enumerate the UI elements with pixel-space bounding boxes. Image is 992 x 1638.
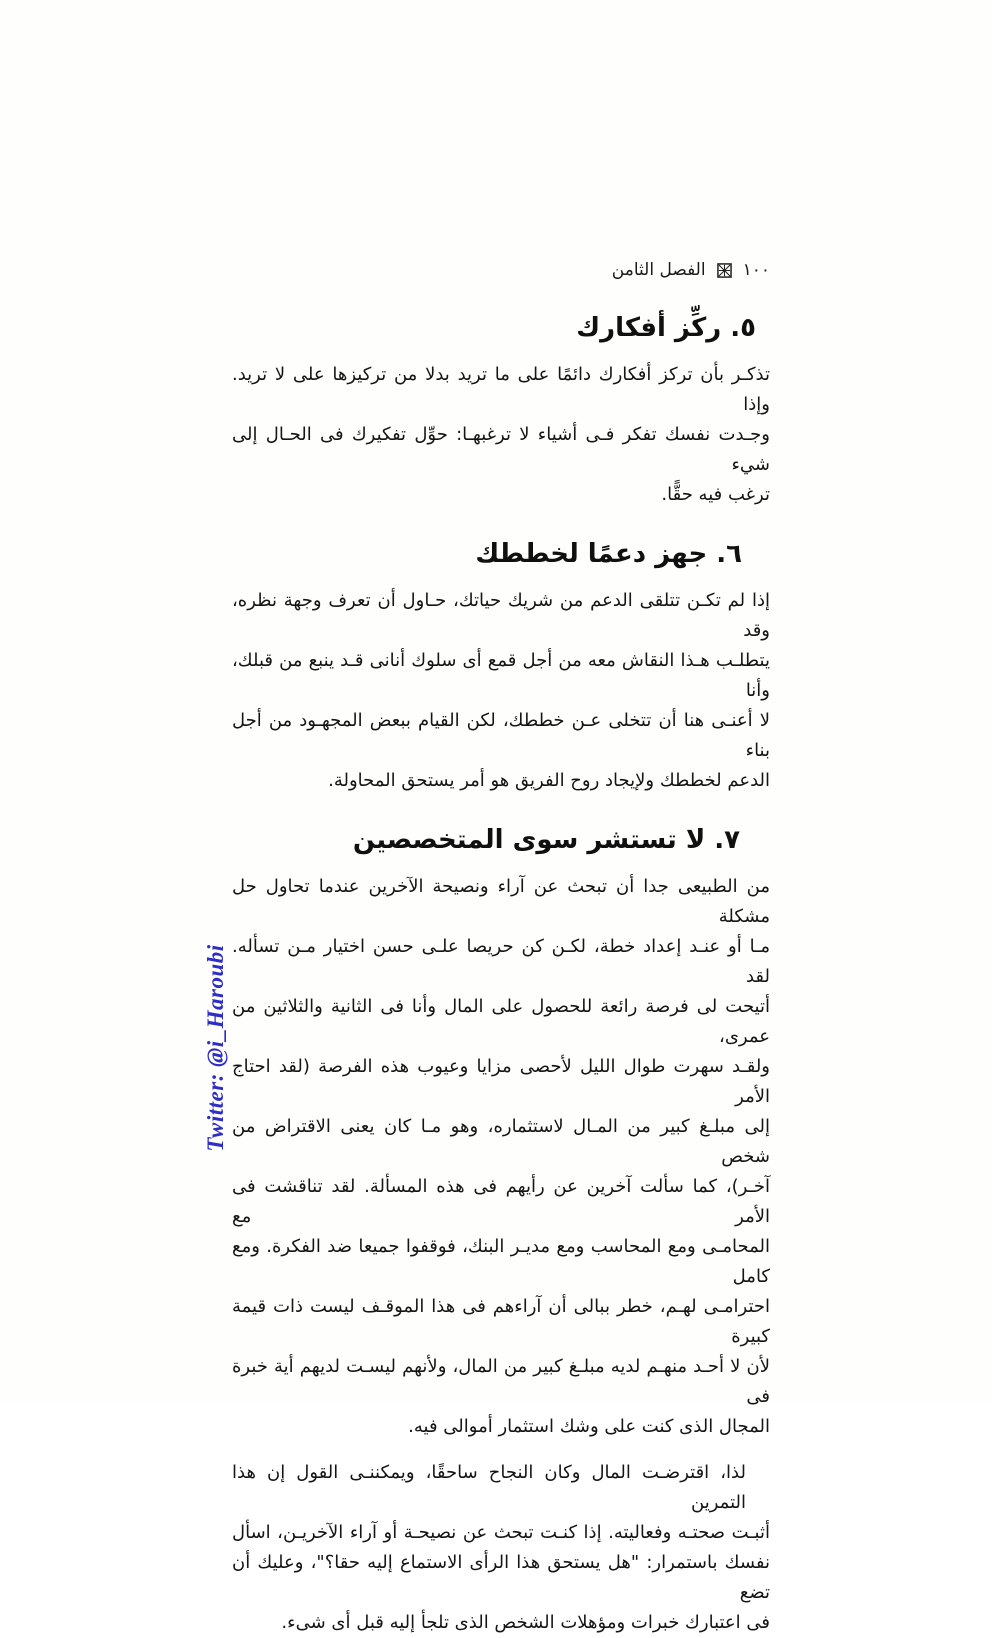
paragraph-line: أتيحت لى فرصة رائعة للحصول على المال وأنا فى الثانية والثلاثين من عمرى، xyxy=(232,996,770,1047)
paragraph-line: إلى مبلـغ كبير من المـال لاستثماره، وهو مـا كان يعنى الاقتراض من شخص xyxy=(232,1116,770,1167)
paragraph-line: يتطلـب هـذا النقاش معه من أجل قمع أى سلوك أنانى قـد ينبع من قبلك، وأنا xyxy=(232,650,770,701)
ornament-stamp-icon xyxy=(717,263,732,278)
section-7-paragraph-1 xyxy=(232,872,770,1442)
paragraph-line: وجـدت نفسك تفكر فـى أشياء لا ترغبهـا: حوِّل تفكيرك فى الحـال إلى شيء xyxy=(232,424,770,475)
paragraph-line: المحامـى ومع المحاسب ومع مديـر البنك، فوقفوا جميعا ضد الفكرة. ومع كامل xyxy=(232,1236,770,1287)
paragraph-line: المجال الذى كنت على وشك استثمار أموالى فيه. xyxy=(408,1416,770,1437)
paragraph-line: أثبـت صحتـه وفعاليته. إذا كنـت تبحث عن نصيحـة أو آراء الآخريـن، اسأل xyxy=(232,1522,770,1543)
paragraph-line: نفسك باستمرار: "هل يستحق هذا الرأى الاستماع إليه حقا؟"، وعليك أن تضع xyxy=(232,1552,770,1603)
chapter-title: الفصل الثامن xyxy=(611,260,706,280)
page-number: ١٠٠ xyxy=(742,260,770,280)
section-5-heading: ٥. ركِّز أفكارك xyxy=(576,313,756,343)
watermark-text: Twitter: @i_Haroubi xyxy=(203,944,228,1152)
paragraph-line: لأن لا أحـد منهـم لديه مبلـغ كبير من المال، ولأنهم ليسـت لديهم أية خبرة فى xyxy=(232,1356,770,1407)
paragraph-line: من الطبيعى جدا أن تبحث عن آراء ونصيحة الآخرين عندما تحاول حل مشكلة xyxy=(232,876,770,927)
section-6-heading: ٦. جهز دعمًا لخططك xyxy=(475,539,742,569)
paragraph-line: احترامـى لهـم، خطر ببالى أن آراءهم فى هذا الموقـف ليست ذات قيمة كبيرة xyxy=(232,1296,770,1347)
paragraph-line: الدعم لخططك ولإيجاد روح الفريق هو أمر يستحق المحاولة. xyxy=(328,770,770,791)
section-5-paragraph xyxy=(232,360,770,510)
paragraph-line: آخـر)، كما سألت آخرين عن رأيهم فى هذه المسألة. لقد تناقشت فى الأمر مع xyxy=(232,1176,770,1227)
paragraph-line: ترغب فيه حقًّا. xyxy=(661,484,770,505)
section-7-paragraph-2 xyxy=(232,1458,770,1638)
paragraph-line: لا أعنـى هنا أن تتخلى عـن خططك، لكن القيام ببعض المجهـود من أجل بناء xyxy=(232,710,770,761)
paragraph-line: ولقـد سهرت طوال الليل لأحصى مزايا وعيوب هذه الفرصة (لقد احتاج الأمر xyxy=(232,1056,770,1107)
section-6-paragraph xyxy=(232,586,770,796)
page-content xyxy=(232,256,770,1638)
paragraph-line: مـا أو عنـد إعداد خطة، لكـن كن حريصا علـى حسن اختيار مـن تسأله. لقد xyxy=(232,936,770,987)
page-header xyxy=(232,256,770,284)
paragraph-line: فى اعتبارك خبرات ومؤهلات الشخص الذى تلجأ إليه قبل أى شىء. xyxy=(281,1612,770,1633)
paragraph-line: لذا، اقترضـت المال وكان النجاح ساحقًا، ويمكننـى القول إن هذا التمرين xyxy=(232,1462,746,1513)
paragraph-line: تذكـر بأن تركز أفكارك دائمًا على ما تريد بدلا من تركيزها على لا تريد. وإذا xyxy=(232,364,770,415)
section-7-heading: ٧. لا تستشر سوى المتخصصين xyxy=(352,825,740,855)
paragraph-line: إذا لم تكـن تتلقى الدعم من شريك حياتك، حـاول أن تعرف وجهة نظره، وقد xyxy=(232,590,770,641)
